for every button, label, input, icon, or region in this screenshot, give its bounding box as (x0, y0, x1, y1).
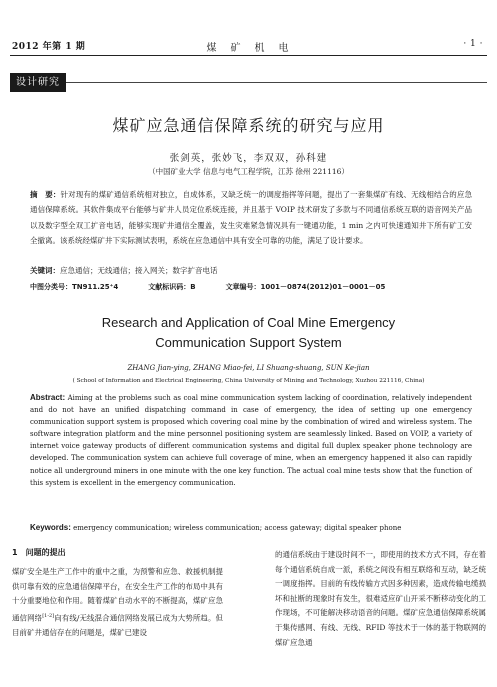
document-code: 文献标识码：B (148, 283, 196, 291)
paper-title-en-line1: Research and Application of Coal Mine Emergency (101, 315, 396, 330)
authors-cn: 张剑英，张妙飞，李双双，孙科建 (169, 153, 328, 164)
clc-number: 中图分类号：TN911.25⁺4 (30, 283, 119, 291)
paper-title-en-line2: Communication Support System (155, 335, 342, 350)
keywords-cn-text: 应急通信；无线通信；接入网关；数字扩音电话 (60, 266, 218, 275)
classification-row (30, 282, 472, 292)
body-column-left (12, 565, 223, 640)
paper-title-cn: 煤矿应急通信保障系统的研究与应用 (112, 116, 385, 135)
authors-en: ZHANG Jian-ying, ZHANG Miao-fei, LI Shuang-shuang, SUN Ke-jian (127, 364, 370, 372)
header-rule (10, 55, 487, 56)
body-left-text-b: 向有线/无线混合通信网络发展已成为大势所趋。但目前矿井通信存在的问题是，煤矿已建设 (12, 613, 224, 637)
keywords-cn (30, 265, 472, 276)
abstract-cn-text: 针对现有的煤矿通信系统相对独立，自成体系，又缺乏统一的调度指挥等问题，提出了一套集煤矿有线、无线相结合的应急通信保障系统。其软件集成平台能够与矿井人员定位系统连接，并且基于 VOIP 技术研发了多款与不同通信系统互联的语音网关产品以及数字型全双工扩音电话，能够实现矿井通信全覆盖，发生灾难紧急情况具有一键通功能，1 min 之内可快速通知井下所有矿工安全撤离。该系统经煤矿井下实际测试表明，系统在应急通信中具有安全可靠的功能，满足了设计要求。 (30, 190, 473, 246)
body-left-text-a: 煤矿安全是生产工作中的重中之重，为预警和应急、救援机制提供可靠有效的应急通信保障平台，在安全生产工作的布局中具有十分重要地位和作用。随着煤矿自动水平的不断提高，煤矿应急通信网络 (12, 567, 223, 623)
paper-title-en (0, 313, 497, 353)
abstract-cn-label: 摘 要： (30, 190, 61, 199)
keywords-en-text: emergency communication; wireless communication; access gateway; digital speaker phone (73, 524, 402, 532)
section-heading: 1 问题的提出 (12, 548, 66, 557)
affiliation-cn: （中国矿业大学 信息与电气工程学院，江苏 徐州 221116） (148, 167, 349, 176)
affiliation-en: ( School of Information and Electrical Engineering, China University of Mining and Technology, Xuzhou 221116, China) (72, 378, 425, 384)
abstract-cn (30, 187, 472, 249)
body-column-right (275, 548, 486, 650)
journal-name: 煤 矿 机 电 (206, 43, 291, 54)
abstract-en (30, 392, 472, 489)
issue-label: 2012 年第 1 期 (12, 42, 86, 52)
section-rule (66, 82, 487, 83)
section-tag: 设计研究 (10, 73, 66, 92)
abstract-en-text: Aiming at the problems such as coal mine communication system lacking of coordination, relatively independent and do not have an unified dispatching command in case of emergency, the idea of setting up one emergency communication support system is proposed which covering coal mine by the combination of wired and wireless system. The software integration platform and the mine personnel positioning system are seamlessly linked. Based on VOIP, a variety of internet voice gateway products of different communication systems and digital full duplex speaker phone technology are developed. The communication system can achieve full coverage of mine, when an emergency happened it also can rapidly notice all underground miners in one minute with the one key function. The actual coal mine tests show that the function of this system is excellent in the emergency communication. (30, 394, 472, 487)
article-number: 文章编号：1001－0874(2012)01－0001－05 (225, 283, 386, 291)
body-right-text: 的通信系统由于建设时间不一，即使用的技术方式不同，存在着每个通信系统自成一派，系统之间没有相互联络和互动，缺乏统一调度指挥。目前的有线传输方式因多种因素，造成传输电缆损坏和扯断的现象时有发生，很难适应矿山开采不断移动变化的工作现场，不可能解决移动语音的问题。煤矿应急通信保障系统属于集传感网、有线、无线、RFID 等技术于一体的基于物联网的煤矿应急通 (275, 550, 486, 647)
keywords-en-label: Keywords: (30, 523, 71, 532)
citation-ref: [1-2] (42, 612, 55, 619)
keywords-en (30, 523, 472, 532)
abstract-en-label: Abstract: (30, 393, 66, 402)
keywords-cn-label: 关键词： (30, 266, 60, 275)
page-number: · 1 · (463, 39, 483, 49)
